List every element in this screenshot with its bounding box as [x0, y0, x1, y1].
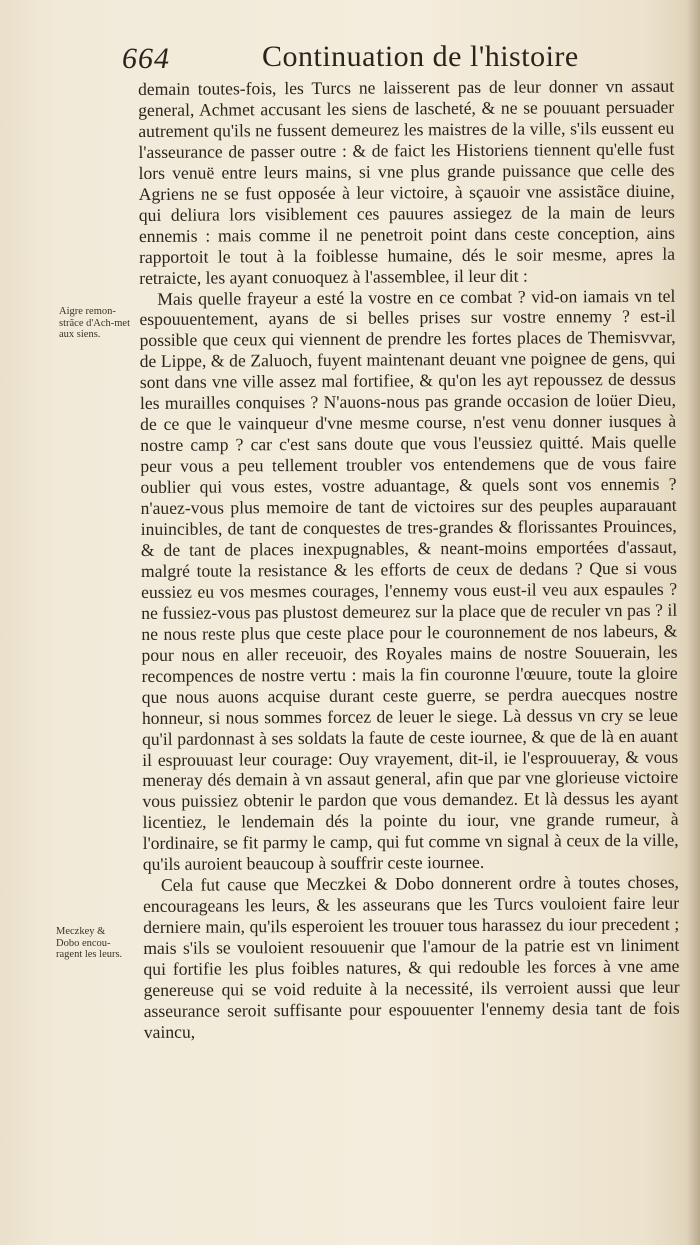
- page-header: [122, 38, 582, 78]
- marginal-note: Aigre remon-strãce d'Ach-met aux siens.: [59, 306, 130, 340]
- running-head: Continuation de l'histoire: [262, 40, 579, 73]
- page-gutter-shadow: [686, 0, 700, 1245]
- marginal-note: Meczkey & Dobo encou-ragent les leurs.: [56, 926, 123, 960]
- body-text: [138, 76, 680, 1043]
- paragraph: demain toutes-fois, les Turcs ne laisserent pas de leur donner vn assaut general, Achmet accusant les siens de lascheté, & ne se pouuant persuader autrement qu'ils ne fussent demeurez les maistres de la ville, s'ils eussent eu l'asseurance de passer outre : & de faict les Historiens tiennent qu'elle fust lors venuë entre leurs mains, si vne plus grande puissance que celle des Agriens ne se fust opposée à leur victoire, à sçauoir vne assistãce diuine, qui deliura lors visiblement ces pauures assiegez de la main de leurs ennemis : mais comme il ne penetroit point dans ceste conception, ains rapportoit le tout à la foiblesse humaine, dés le soir mesme, apres la retraicte, les ayant conuoquez à l'assemblee, il leur dit :: [138, 75, 676, 288]
- paragraph: Cela fut cause que Meczkei & Dobo donnerent ordre à toutes choses, encourageans les leurs, & les asseurans que les Turcs vouloient faire leur derniere main, qu'ils esperoient les trouuer tous harassez du iour precedent ; mais s'ils se vouloient resouuenir que l'amour de la patrie est vn liniment qui fortifie les plus foibles natures, & qui redouble les forces à vne ame genereuse qui se void reduite à la necessité, ils verroient aussi que leur asseurance seroit suffisante pour espouuenter l'ennemy desia tant de fois vaincu,: [142, 871, 680, 1042]
- page-number: 664: [122, 42, 170, 75]
- paragraph: Mais quelle frayeur a esté la vostre en ce combat ? vid-on iamais vn tel espouuentement, ayans de si belles prises sur vostre ennemy ? est-il possible que ceux qui viennent de prendre les fortes places de Themisvvar, de Lippe, & de Zaluoch, fuyent maintenant deuant vne poignee de gens, qui sont dans vne ville assez mal fortifiee, & qu'on les ayt repoussez de dessus les murailles conquises ? N'auons-nous pas grande occasion de loüer Dieu, de ce que le vainqueur d'vne mesme course, n'est venu donner iusques à nostre camp ? car c'est sans doute que vous l'eussiez quitté. Mais quelle peur vous a peu tellement troubler vos entendemens que de vous faire oublier qui vous estes, vostre aduantage, & quels sont vos ennemis ? n'auez-vous plus memoire de tant de victoires sur des peuples auparauant inuincibles, de tant de conquestes de tres-grandes & florissantes Prouinces, & de tant de places inexpugnables, & neant-moins emportées d'assaut, malgré toute la resistance & les efforts de ceux de dedans ? Que si vous eussiez eu vos mesmes courages, l'ennemy vous eust-il veu aux espaules ? ne fussiez-vous pas plustost demeurez sur la place que de reculer vn pas ? il ne nous reste plus que ceste place pour le couronnement de nos labeurs, & pour nous en aller receuoir, des Royales mains de nostre Souuerain, les recompences de nostre vertu : mais la fin couronne l'œuure, toute la gloire que nous auons acquise durant ceste guerre, se perdra auecques nostre honneur, si nous sommes forcez de leuer le siege. Là dessus vn cry se leue qu'il pardonnast à ses soldats la faute de ceste iournee, & que de là en auant il esprouuast leur courage: Ouy vrayement, dit-il, ie l'esprouueray, & vous meneray dés demain à vn assaut general, afin que par vne glorieuse victoire vous puissiez obtenir le pardon que vous demandez. Et là dessus les ayant licentiez, le lendemain dés la pointe du iour, vne grande rumeur, à l'ordinaire, se fit parmy le camp, qui fut comme vn signal à ceux de la ville, qu'ils auroient beaucoup à souffrir ceste iournee.: [139, 285, 679, 875]
